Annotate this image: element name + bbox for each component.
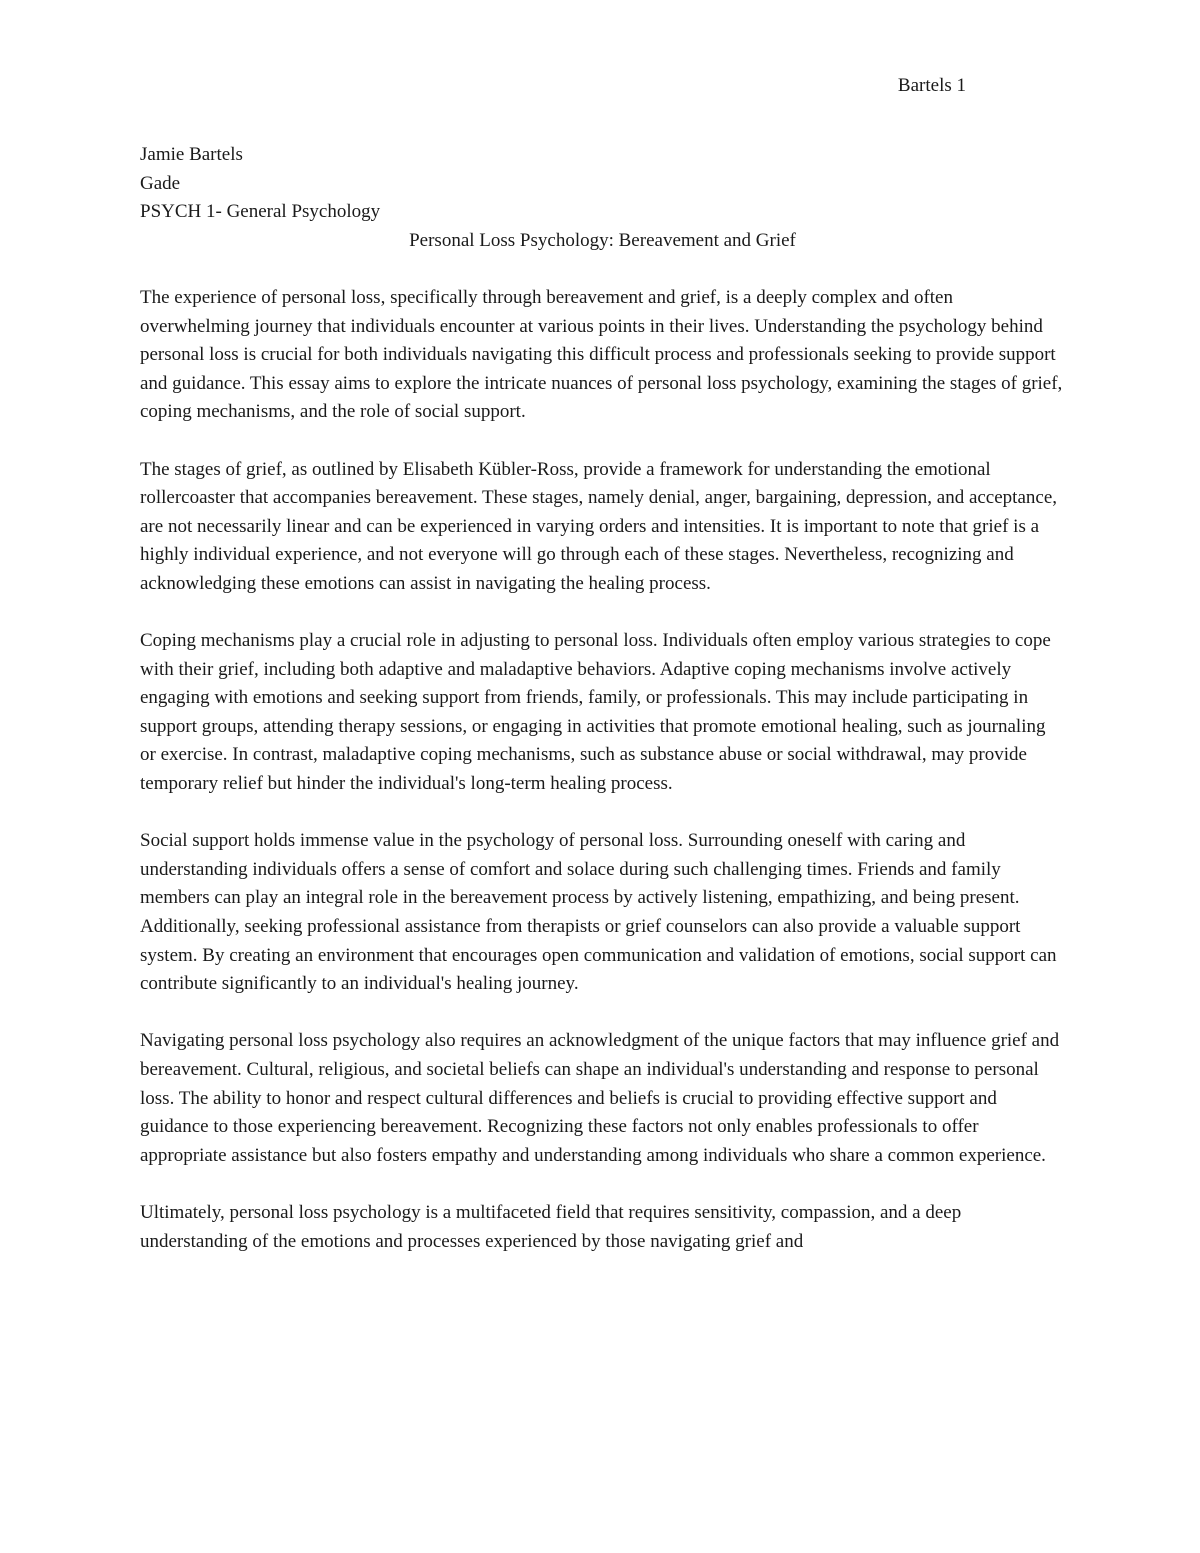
page-header-label: Bartels 1 <box>897 75 966 96</box>
document-body <box>140 141 1065 1256</box>
paragraph-stages-of-grief: The stages of grief, as outlined by Elisabeth Kübler-Ross, provide a framework for understanding the emotional rollercoaster that accompanies bereavement. These stages, namely denial, anger, bargaining, depression, and acceptance, are not necessarily linear and can be experienced in varying orders and intensities. It is important to note that grief is a highly individual experience, and not everyone will go through each of these stages. Nevertheless, recognizing and acknowledging these emotions can assist in navigating the healing process. <box>140 458 1058 594</box>
paragraph-coping-mechanisms: Coping mechanisms play a crucial role in adjusting to personal loss. Individuals often employ various strategies to cope with their grief, including both adaptive and maladaptive behaviors. Adaptive coping mechanisms involve actively engaging with emotions and seeking support from friends, family, or professionals. This may include participating in support groups, attending therapy sessions, or engaging in activities that promote emotional healing, such as journaling or exercise. In contrast, maladaptive coping mechanisms, such as substance abuse or social withdrawal, may provide temporary relief but hinder the individual's long-term healing process. <box>140 630 1051 795</box>
paragraph-social-support: Social support holds immense value in the psychology of personal loss. Surrounding oneself with caring and understanding individuals offers a sense of comfort and solace during such challenging times. Friends and family members can play an integral role in the bereavement process by actively listening, empathizing, and being present. Additionally, seeking professional assistance from therapists or grief counselors can also provide a valuable support system. By creating an environment that encourages open communication and validation of emotions, social support can contribute significantly to an individual's healing journey. <box>140 830 1057 995</box>
paragraph-intro: The experience of personal loss, specifically through bereavement and grief, is a deeply complex and often overwhelming journey that individuals encounter at various points in their lives. Understanding the psychology behind personal loss is crucial for both individuals navigating this difficult process and professionals seeking to provide support and guidance. This essay aims to explore the intricate nuances of personal loss psychology, examining the stages of grief, coping mechanisms, and the role of social support. <box>140 286 1063 423</box>
essay-title: Personal Loss Psychology: Bereavement and Grief <box>409 229 796 251</box>
paragraph-unique-factors: Navigating personal loss psychology also requires an acknowledgment of the unique factors that may influence grief and bereavement. Cultural, religious, and societal beliefs can shape an individual's understanding and response to personal loss. The ability to honor and respect cultural differences and beliefs is crucial to providing effective support and guidance to those experiencing bereavement. Recognizing these factors not only enables professionals to offer appropriate assistance but also fosters empathy and understanding among individuals who share a common experience. <box>140 1030 1060 1166</box>
course-name: PSYCH 1- General Psychology <box>140 201 381 223</box>
author-name: Jamie Bartels <box>140 144 243 165</box>
instructor-name: Gade <box>140 172 181 194</box>
paragraph-conclusion: Ultimately, personal loss psychology is a multifaceted field that requires sensitivity, compassion, and a deep understanding of the emotions and processes experienced by those navigating grief and <box>140 1201 962 1252</box>
